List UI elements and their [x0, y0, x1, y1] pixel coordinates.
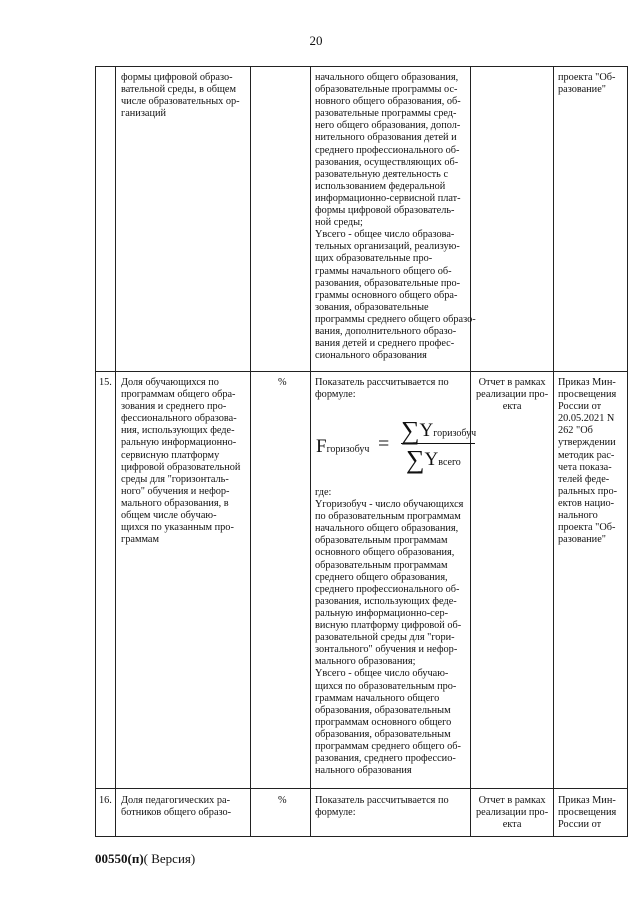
row-unit: % [278, 795, 287, 806]
document-footer [95, 851, 195, 867]
column-divider [310, 67, 311, 836]
row-method-intro: Показатель рассчитывается по формуле: [315, 377, 449, 401]
row-method: Показатель рассчитывается по формуле: [315, 795, 449, 819]
formula-lhs: Fгоризобуч [316, 436, 370, 457]
row-source: Отчет в рамках реализации про- екта [476, 377, 549, 413]
fraction-bar [401, 443, 475, 444]
row-name: Доля обучающихся по программам общего обра- зования и среднего про- фессионального образова- ния, использующих феде- ральную информационно- сервисную платформу цифровой образовательной среды для "горизонталь- ного" обучения и нефор- мального образования, в общем числе обучаю- щихся по указанным про- граммам [121, 377, 241, 546]
sum-symbol: ∑ [401, 416, 420, 445]
page-number: 20 [309, 33, 323, 48]
row-name: Доля педагогических ра- ботников общего образо- [121, 795, 232, 819]
formula [95, 67, 265, 127]
formula-numerator: ∑Yгоризобуч [401, 416, 477, 445]
row-basis: Приказ Мин- просвещения России от [558, 795, 617, 831]
formula-equals: = [378, 433, 390, 455]
row-method: где: Yгоризобуч - число обучающихся по образовательным программам начального общего образования, образовательным программам основного общего образования, образовательным программам среднего общего образования, среднего профессионального об- разования, использующих феде- ральную информационно-сер- висную платформу цифровой об- разовательной среды для "гори- зонтального" обучения и нефор- мального образования; Yвсего - общее число обучаю- щихся по образовательным про- граммам начального общего образования, образовательным программам основного общего образования, образовательным программам среднего общего об- разования, среднего профессио- нального образования [315, 487, 464, 777]
row-number: 15. [99, 377, 112, 388]
row-divider [96, 788, 627, 789]
document-code: 00550(п) [95, 851, 144, 866]
document-version: ( Версия) [143, 851, 196, 866]
row-number: 16. [99, 795, 112, 806]
row-method: начального общего образования, образовательные программы ос- новного общего образования, об- разовательные программы сред- него общего образования, допол- нительного образования детей и среднего профессионального об- разования, осуществляющих об- разовательную деятельность с использованием федеральной информационно-сервисной плат- формы цифровой образователь- ной среды; Yвсего - общее число образова- тельных организаций, реализую- щих образовательные про- граммы начального общего об- разования, образовательные про- граммы основного общего обра- зования, образовательные программы среднего общего образо- вания, дополнительного образо- вания детей и среднего профес- сионального образования [315, 72, 476, 362]
row-name: формы цифровой образо- вательной среды, в общем числе образовательных ор- ганизаций [121, 72, 240, 120]
row-basis: проекта "Об- разование" [558, 72, 616, 96]
column-divider [115, 67, 116, 836]
row-unit: % [278, 377, 287, 388]
row-basis: Приказ Мин- просвещения России от 20.05.2021 N 262 "Об утверждении методик рас- чета показа- телей феде- ральных про- ектов нацио- нального проекта "Об- разование" [558, 377, 618, 546]
sum-symbol: ∑ [406, 445, 425, 474]
formula-horizontal-learning-share [316, 416, 486, 476]
row-divider [96, 371, 627, 372]
row-source: Отчет в рамках реализации про- екта [476, 795, 549, 831]
column-divider [553, 67, 554, 836]
formula-denominator: ∑Yвсего [406, 445, 461, 474]
column-divider [250, 67, 251, 836]
